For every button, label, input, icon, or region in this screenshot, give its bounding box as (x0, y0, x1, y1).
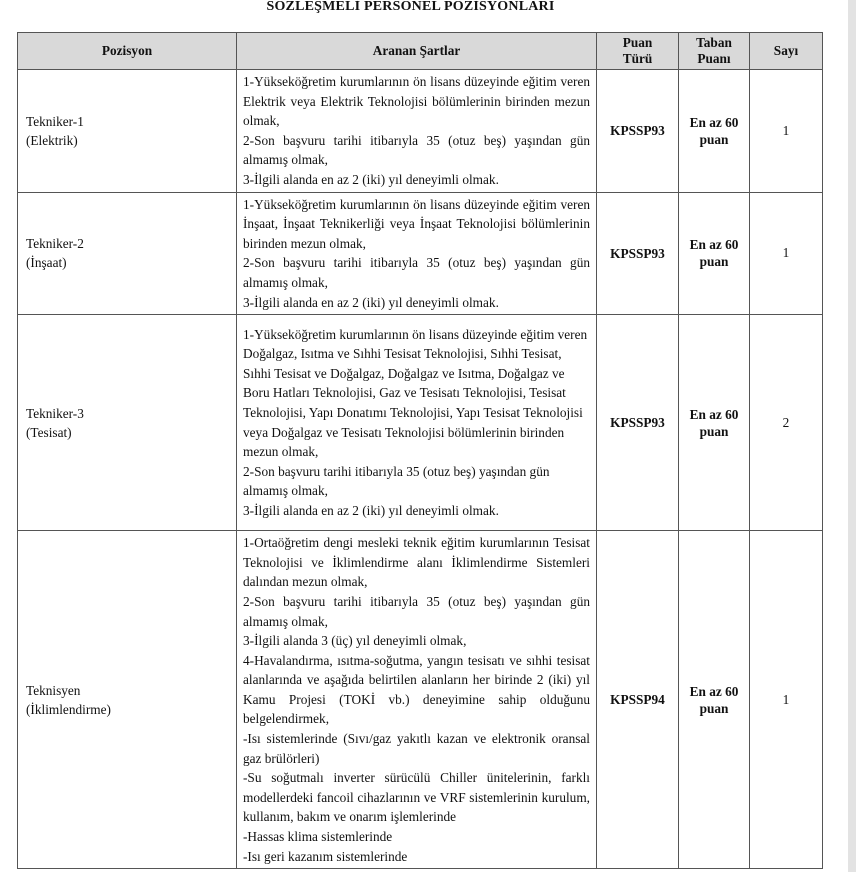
table-row (18, 315, 823, 531)
score-type-cell: KPSSP93 (597, 315, 679, 531)
score-type-cell: KPSSP93 (597, 192, 679, 315)
header-min-score: Taban Puanı (679, 33, 750, 70)
count-cell: 1 (750, 531, 823, 869)
position-field: (Tesisat) (26, 424, 72, 440)
min-score-cell: En az 60 puan (679, 315, 750, 531)
position-cell (18, 315, 237, 531)
requirements-text: 1-Ortaöğretim dengi mesleki teknik eğitim kurumlarının Tesisat Teknolojisi ve İklimlendirme alanı İklimlendirme Sistemleri dalından mezun olmak, 2-Son başvuru tarihi itibarıyla 35 (otuz beş) yaşından gün almamış olmak, 3-İlgili alanda 3 (üç) yıl deneyimli olmak, 4-Havalandırma, ısıtma-soğutma, yangın tesisatı ve sıhhi tesisat alanlarında ve aşağıda belirtilen alanların her birinde 2 (iki) yıl Kamu Projesi (TOKİ vb.) deneyimine sahip olduğunu belgelendirmek, -Isı sistemlerinde (Sıvı/gaz yakıtlı kazan ve elektronik oransal gaz brülörleri) -Su soğutmalı inverter sürücülü Chiller ünitelerinin, farklı modellerdeki fancoil cihazlarının ve VRF sistemlerinin kurulum, kullanım, bakım ve onarım işlemlerinde -Hassas klima sistemlerinde -Isı geri kazanım sistemlerinde (243, 535, 590, 864)
table-header-row (18, 33, 823, 70)
count-cell: 2 (750, 315, 823, 531)
position-cell (18, 192, 237, 315)
table-row (18, 192, 823, 315)
requirements-cell (237, 531, 597, 869)
table-row (18, 70, 823, 193)
position-field: (İnşaat) (26, 255, 67, 271)
position-cell (18, 531, 237, 869)
requirements-text: 1-Yükseköğretim kurumlarının ön lisans düzeyinde eğitim veren İnşaat, İnşaat Teknikerliği veya İnşaat Teknolojisi bölümlerinin birinden mezun olmak, 2-Son başvuru tarihi itibarıyla 35 (otuz beş) yaşından gün almamış olmak, 3-İlgili alanda en az 2 (iki) yıl deneyimli olmak. (243, 196, 590, 310)
requirements-cell (237, 192, 597, 315)
min-score-cell: En az 60 puan (679, 192, 750, 315)
min-score-cell: En az 60 puan (679, 70, 750, 193)
score-type-cell: KPSSP93 (597, 70, 679, 193)
count-cell: 1 (750, 70, 823, 193)
page-title: SÖZLEŞMELİ PERSONEL POZİSYONLARI (266, 0, 555, 14)
position-name: Tekniker-2 (26, 236, 84, 252)
header-score-type: Puan Türü (597, 33, 679, 70)
position-name: Tekniker-1 (26, 113, 84, 129)
page-edge (848, 0, 856, 872)
header-position: Pozisyon (18, 33, 237, 70)
score-type-cell: KPSSP94 (597, 531, 679, 869)
position-field: (İklimlendirme) (26, 701, 111, 717)
requirements-cell (237, 70, 597, 193)
position-name: Teknisyen (26, 682, 81, 698)
requirements-cell (237, 315, 597, 531)
min-score-cell: En az 60 puan (679, 531, 750, 869)
position-cell (18, 70, 237, 193)
requirements-text: 1-Yükseköğretim kurumlarının ön lisans düzeyinde eğitim veren Doğalgaz, Isıtma ve Sıhhi Tesisat Teknolojisi, Sıhhi Tesisat, Sıhhi Tesisat ve Doğalgaz, Doğalgaz ve Isıtma, Doğalgaz ve Boru Hatları Teknolojisi, Gaz ve Tesisatı Teknolojisi, Tesisat Teknolojisi, Yapı Donatımı Teknolojisi, Yapı Tesisat Teknolojisi veya Doğalgaz ve Tesisatı Teknolojisi bölümlerinin birinden mezun olmak, 2-Son başvuru tarihi itibarıyla 35 (otuz beş) yaşından gün almamış olmak, 3-İlgili alanda en az 2 (iki) yıl deneyimli olmak. (243, 326, 588, 518)
header-count: Sayı (750, 33, 823, 70)
header-requirements: Aranan Şartlar (237, 33, 597, 70)
table-row (18, 531, 823, 869)
positions-table (17, 32, 823, 869)
position-field: (Elektrik) (26, 132, 78, 148)
position-name: Tekniker-3 (26, 405, 84, 421)
count-cell: 1 (750, 192, 823, 315)
requirements-text: 1-Yükseköğretim kurumlarının ön lisans düzeyinde eğitim veren Elektrik veya Elektrik Teknolojisi bölümlerinin birinden mezun olmak, 2-Son başvuru tarihi itibarıyla 35 (otuz beş) yaşından gün almamış olmak, 3-İlgili alanda en az 2 (iki) yıl deneyimli olmak. (243, 74, 590, 187)
